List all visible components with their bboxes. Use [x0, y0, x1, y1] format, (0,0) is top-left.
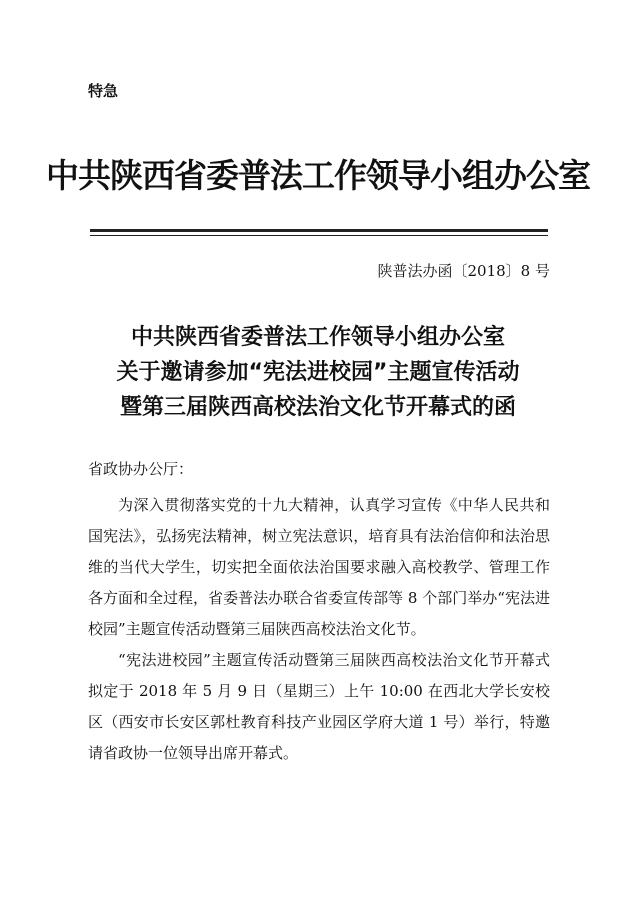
document-number: 陕普法办函〔2018〕8 号 — [377, 262, 550, 280]
issuer-heading: 中共陕西省委普法工作领导小组办公室 — [46, 156, 590, 195]
urgency-label: 特急 — [88, 82, 119, 100]
title-line-2: 关于邀请参加“宪法进校园”主题宣传活动 — [116, 360, 520, 385]
body-paragraph-1: 为深入贯彻落实党的十九大精神，认真学习宣传《中华人民共和国宪法》，弘扬宪法精神，树立宪法意识，培育具有法治信仰和法治思维的当代大学生，切实把全面依法治国要求融入高校教学、管理工作各方面和全过程，省委普法办联合省委宣传部等 8 个部门举办“宪法进校园”主题宣传活动暨第三届陕西高校法治文化节。 — [88, 496, 550, 638]
title-line-1: 中共陕西省委普法工作领导小组办公室 — [130, 325, 505, 350]
title-line-3: 暨第三届陕西高校法治文化节开幕式的函 — [119, 395, 516, 420]
recipient-line: 省政协办公厅： — [88, 460, 194, 478]
header-rule-thin — [90, 235, 548, 236]
body-text — [88, 490, 550, 769]
body-paragraph-2: “宪法进校园”主题宣传活动暨第三届陕西高校法治文化节开幕式拟定于 2018 年 5 月 9 日（星期三）上午 10:00 在西北大学长安校区（西安市长安区郭杜教育科技产业园区学府大道 1 号）举行，特邀请省政协一位领导出席开幕式。 — [88, 651, 550, 762]
header-rule-thick — [90, 229, 548, 232]
document-title — [0, 320, 636, 425]
